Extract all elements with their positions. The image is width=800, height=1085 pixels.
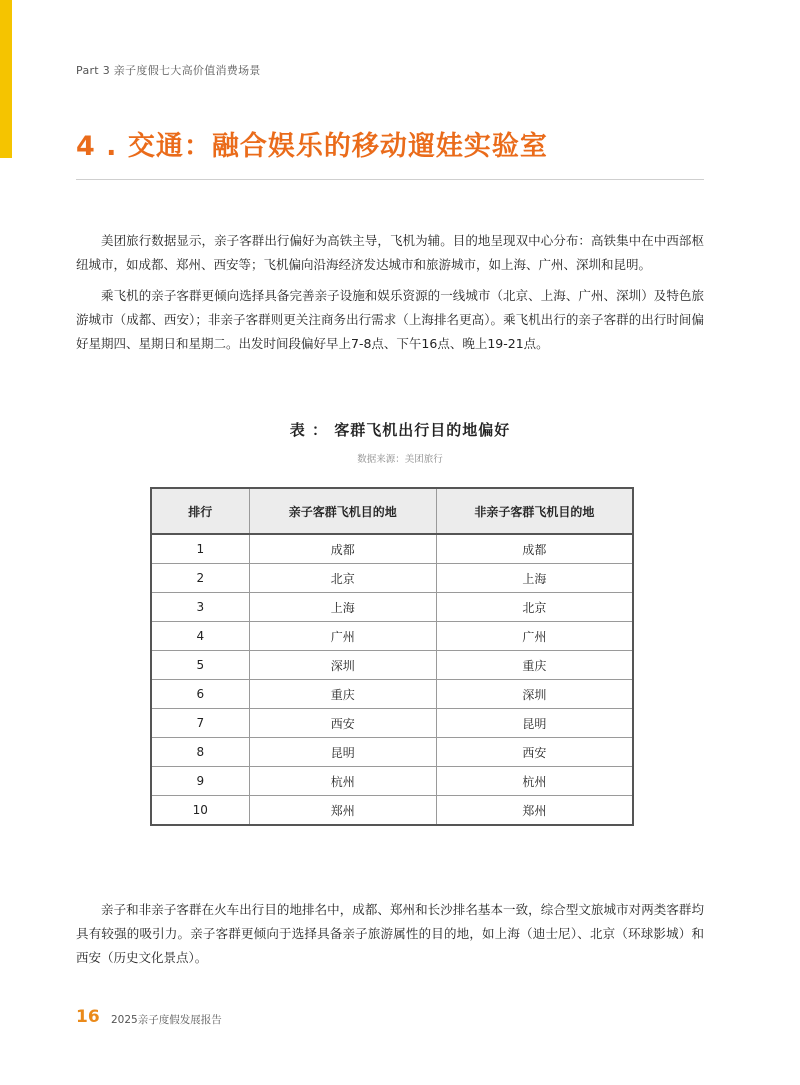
family-destination-cell: 上海 (249, 593, 436, 622)
nonfamily-destination-cell: 深圳 (436, 680, 633, 709)
rank-cell: 3 (151, 593, 249, 622)
table-row (151, 534, 633, 564)
family-destination-cell: 西安 (249, 709, 436, 738)
section-title: 4 . 交通：融合娱乐的移动遛娃实验室 (76, 131, 548, 162)
destination-table (150, 487, 634, 826)
table-row (151, 738, 633, 767)
page-number: 16 (76, 1007, 100, 1027)
table-row (151, 796, 633, 826)
rank-cell: 9 (151, 767, 249, 796)
table-row (151, 593, 633, 622)
header-nonfamily-destination: 非亲子客群飞机目的地 (436, 488, 633, 534)
nonfamily-destination-cell: 广州 (436, 622, 633, 651)
rank-cell: 2 (151, 564, 249, 593)
table-row (151, 651, 633, 680)
table-source: 数据来源：美团旅行 (357, 454, 443, 465)
report-title: 2025亲子度假发展报告 (111, 1014, 222, 1026)
table-row (151, 709, 633, 738)
paragraph-3: 亲子和非亲子客群在火车出行目的地排名中，成都、郑州和长沙排名基本一致，综合型文旅城市对两类客群均具有较强的吸引力。亲子客群更倾向于选择具备亲子旅游属性的目的地，如上海（迪士尼）、北京（环球影城）和西安（历史文化景点）。 (76, 902, 704, 965)
family-destination-cell: 重庆 (249, 680, 436, 709)
family-destination-cell: 北京 (249, 564, 436, 593)
table-row (151, 622, 633, 651)
nonfamily-destination-cell: 昆明 (436, 709, 633, 738)
paragraph-2: 乘飞机的亲子客群更倾向选择具备完善亲子设施和娱乐资源的一线城市（北京、上海、广州、深圳）及特色旅游城市（成都、西安）；非亲子客群则更关注商务出行需求（上海排名更高）。乘飞机出行的亲子客群的出行时间偏好星期四、星期日和星期二。出发时间段偏好早上7-8点、下午16点、晚上19-21点。 (76, 288, 704, 351)
nonfamily-destination-cell: 杭州 (436, 767, 633, 796)
part-header: Part 3 亲子度假七大高价值消费场景 (76, 64, 261, 77)
nonfamily-destination-cell: 重庆 (436, 651, 633, 680)
rank-cell: 8 (151, 738, 249, 767)
rank-cell: 6 (151, 680, 249, 709)
title-divider (76, 179, 704, 180)
header-rank: 排行 (151, 488, 249, 534)
family-destination-cell: 成都 (249, 534, 436, 564)
rank-cell: 4 (151, 622, 249, 651)
family-destination-cell: 昆明 (249, 738, 436, 767)
table-header-row (151, 488, 633, 534)
nonfamily-destination-cell: 成都 (436, 534, 633, 564)
header-family-destination: 亲子客群飞机目的地 (249, 488, 436, 534)
accent-bar (0, 0, 12, 158)
table-row (151, 564, 633, 593)
table-row (151, 680, 633, 709)
family-destination-cell: 深圳 (249, 651, 436, 680)
rank-cell: 7 (151, 709, 249, 738)
nonfamily-destination-cell: 西安 (436, 738, 633, 767)
nonfamily-destination-cell: 上海 (436, 564, 633, 593)
nonfamily-destination-cell: 郑州 (436, 796, 633, 826)
rank-cell: 10 (151, 796, 249, 826)
paragraph-1: 美团旅行数据显示，亲子客群出行偏好为高铁主导，飞机为辅。目的地呈现双中心分布：高铁集中在中西部枢纽城市，如成都、郑州、西安等；飞机偏向沿海经济发达城市和旅游城市，如上海、广州、深圳和昆明。 (76, 233, 704, 272)
table-title: 表 ： 客群飞机出行目的地偏好 (289, 421, 511, 439)
family-destination-cell: 杭州 (249, 767, 436, 796)
table-row (151, 767, 633, 796)
rank-cell: 5 (151, 651, 249, 680)
family-destination-cell: 广州 (249, 622, 436, 651)
family-destination-cell: 郑州 (249, 796, 436, 826)
rank-cell: 1 (151, 534, 249, 564)
nonfamily-destination-cell: 北京 (436, 593, 633, 622)
